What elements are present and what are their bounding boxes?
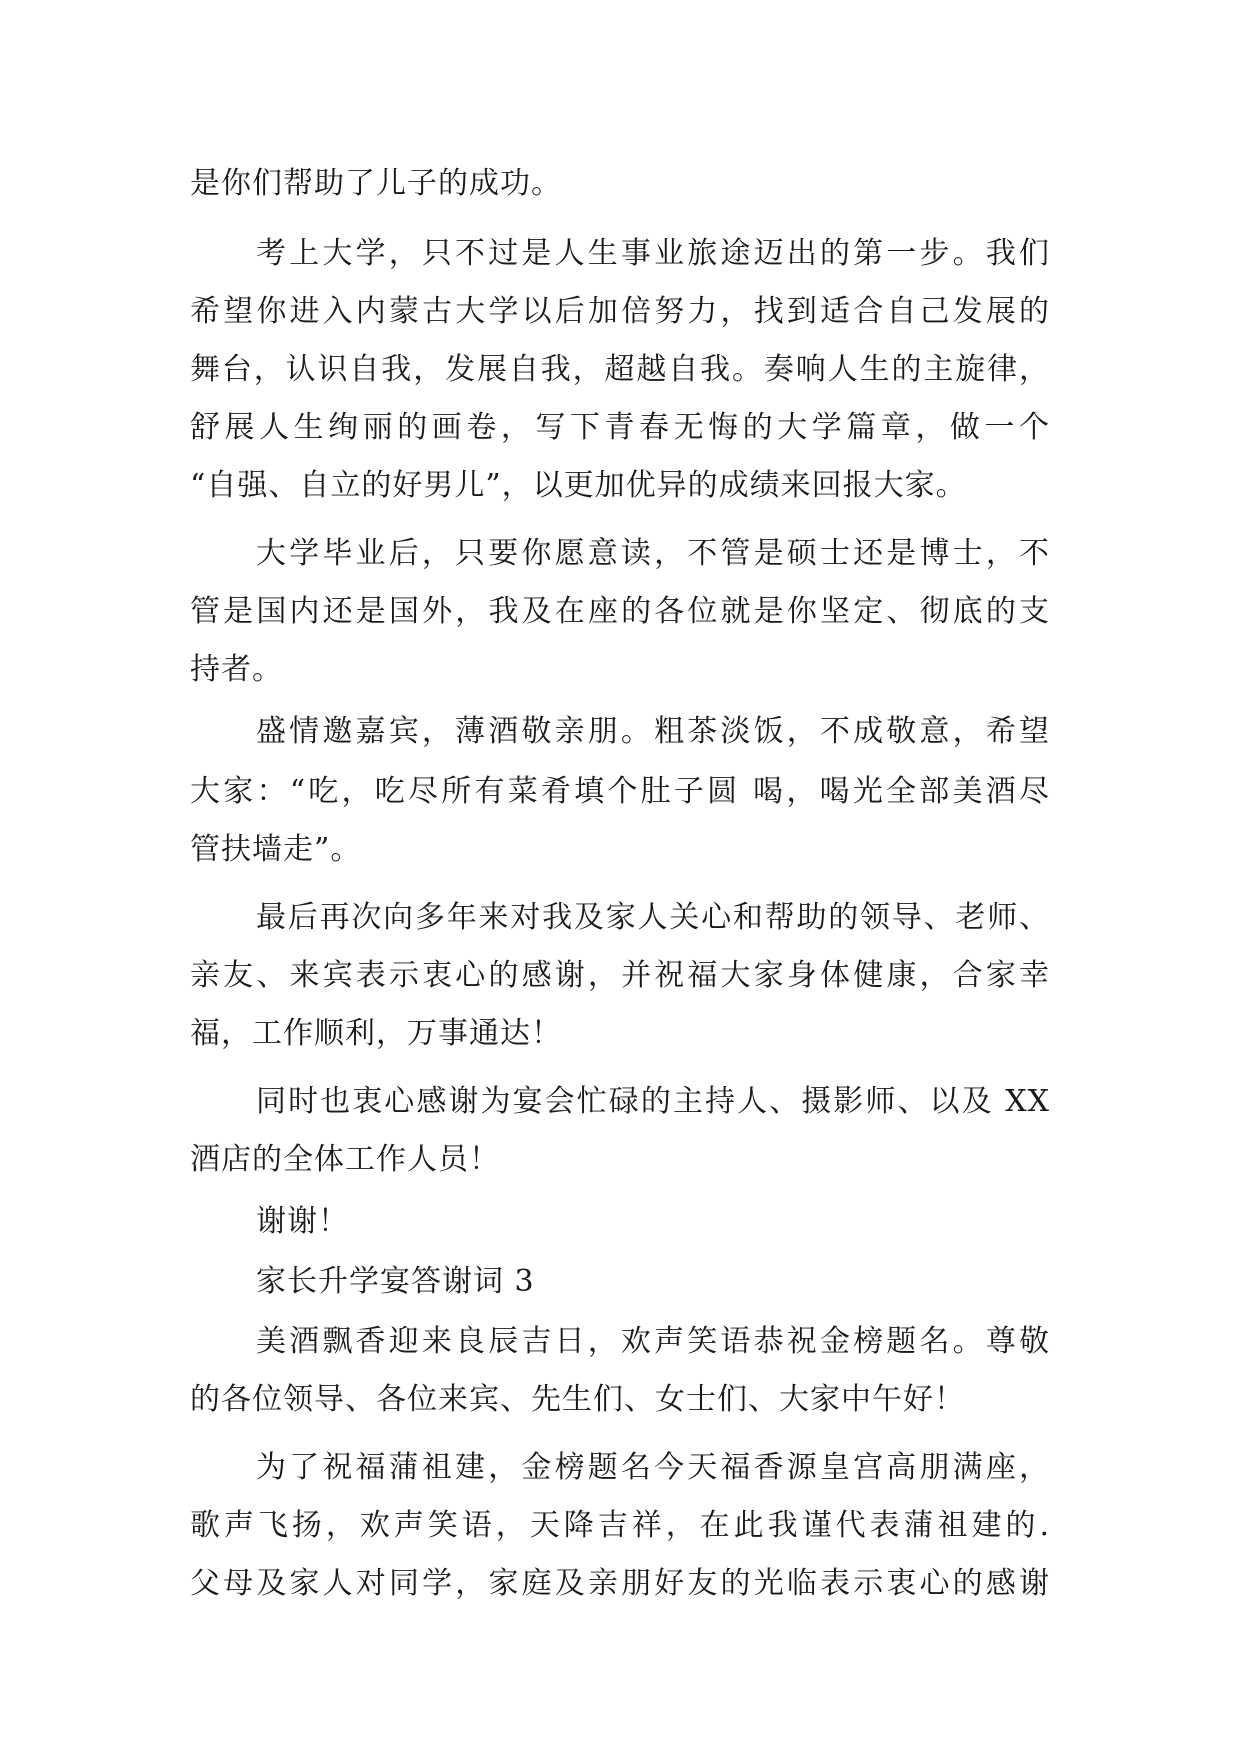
- text-line: 酒店的全体工作人员！: [190, 1142, 500, 1177]
- text-line: 的各位领导、各位来宾、先生们、女士们、大家中午好！: [190, 1382, 965, 1417]
- text-line: 美酒飘香迎来良辰吉日，欢声笑语恭祝金榜题名。尊敬: [256, 1324, 1050, 1359]
- text-line: 歌声飞扬，欢声笑语，天降吉祥，在此我谨代表蒲祖建的.: [190, 1508, 1050, 1543]
- text-line: 希望你进入内蒙古大学以后加倍努力，找到适合自己发展的: [190, 294, 1050, 329]
- text-line: 是你们帮助了儿子的成功。: [190, 166, 562, 201]
- text-line: 盛情邀嘉宾，薄酒敬亲朋。粗茶淡饭，不成敬意，希望: [256, 714, 1050, 749]
- text-line: 福，工作顺利，万事通达！: [190, 1016, 562, 1051]
- section-heading: 家长升学宴答谢词 3: [256, 1264, 535, 1299]
- text-line: “自强、自立的好男儿”，以更加优异的成绩来回报大家。: [190, 468, 967, 503]
- text-line: 最后再次向多年来对我及家人关心和帮助的领导、老师、: [256, 900, 1050, 935]
- text-line: 亲友、来宾表示衷心的感谢，并祝福大家身体健康，合家幸: [190, 958, 1050, 993]
- text-line: 舒展人生绚丽的画卷，写下青春无悔的大学篇章，做一个: [190, 410, 1050, 445]
- text-line: 大家：“吃，吃尽所有菜肴填个肚子圆 喝，喝光全部美酒尽: [190, 774, 1050, 809]
- text-line: 同时也衷心感谢为宴会忙碌的主持人、摄影师、以及 XX: [256, 1084, 1050, 1119]
- text-line: 管是国内还是国外，我及在座的各位就是你坚定、彻底的支: [190, 594, 1050, 629]
- text-line: 大学毕业后，只要你愿意读，不管是硕士还是博士，不: [256, 536, 1050, 571]
- text-line: 舞台，认识自我，发展自我，超越自我。奏响人生的主旋律，: [190, 352, 1050, 387]
- text-line: 父母及家人对同学，家庭及亲朋好友的光临表示衷心的感谢: [190, 1566, 1050, 1601]
- text-line: 谢谢！: [256, 1204, 349, 1239]
- text-line: 管扶墙走”。: [190, 832, 362, 867]
- text-line: 持者。: [190, 652, 283, 687]
- text-line: 考上大学，只不过是人生事业旅途迈出的第一步。我们: [256, 236, 1050, 271]
- text-line: 为了祝福蒲祖建，金榜题名今天福香源皇宫高朋满座，: [256, 1450, 1050, 1485]
